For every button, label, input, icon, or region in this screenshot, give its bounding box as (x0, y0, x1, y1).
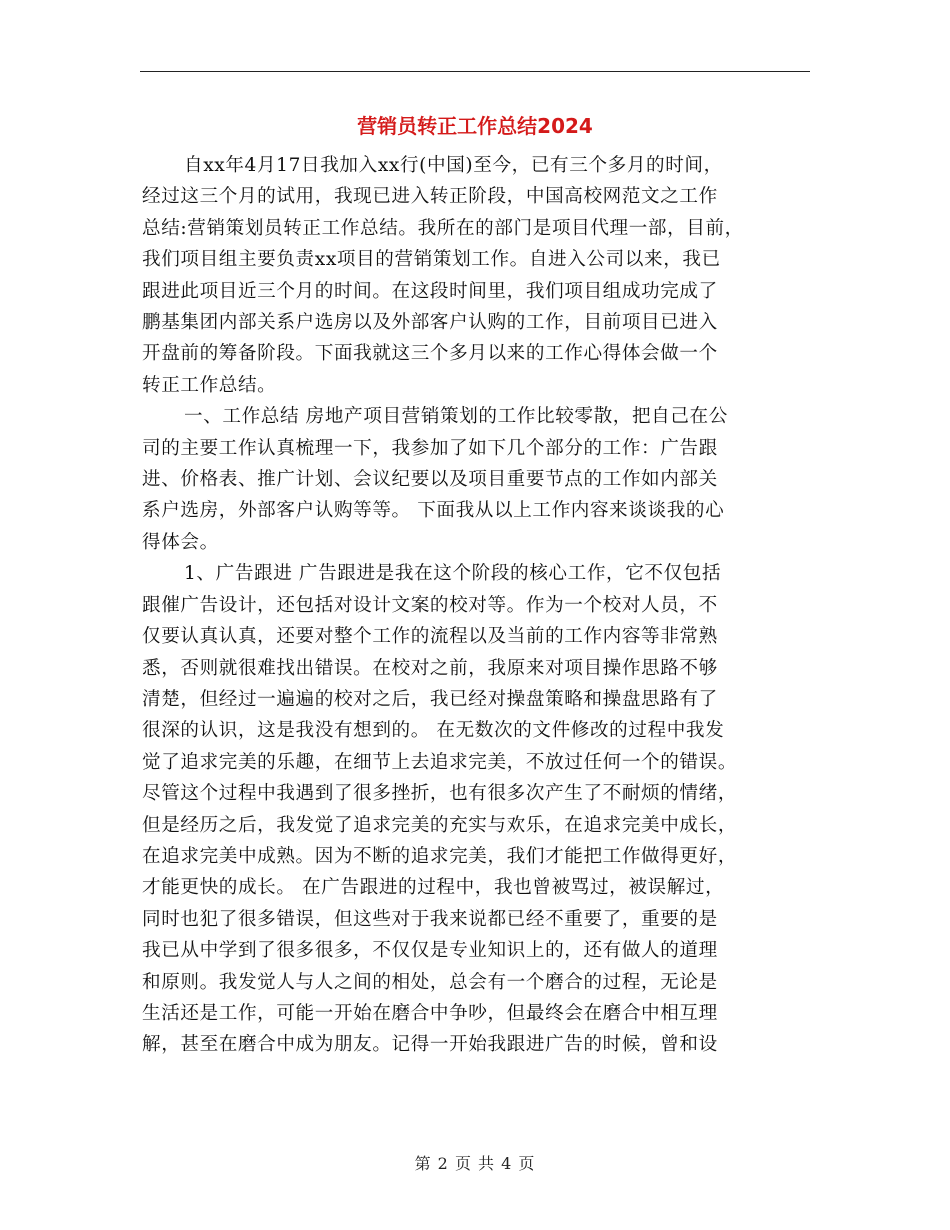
text-line: 得体会。 (142, 531, 219, 553)
paragraph-work-summary (142, 401, 810, 558)
text-line: 总结:营销策划员转正工作总结。我所在的部门是项目代理一部，目前， (142, 217, 744, 239)
text-line: 生活还是工作，可能一开始在磨合中争吵，但最终会在磨合中相互理 (142, 1002, 718, 1024)
document-title: 营销员转正工作总结2024 (357, 114, 593, 138)
text-line: 一、工作总结 房地产项目营销策划的工作比较零散，把自己在公 (184, 406, 728, 428)
text-line: 鹏基集团内部关系户选房以及外部客户认购的工作，目前项目已进入 (142, 312, 718, 334)
text-line: 解，甚至在磨合中成为朋友。记得一开始我跟进广告的时候，曾和设 (142, 1034, 718, 1056)
text-line: 在追求完美中成熟。因为不断的追求完美，我们才能把工作做得更好， (142, 845, 738, 867)
text-line: 悉，否则就很难找出错误。在校对之前，我原来对项目操作思路不够 (142, 657, 718, 679)
page-number-footer: 第 2 页 共 4 页 (414, 1154, 536, 1173)
text-line: 觉了追求完美的乐趣，在细节上去追求完美，不放过任何一个的错误。 (142, 751, 738, 773)
text-line: 开盘前的筹备阶段。下面我就这三个多月以来的工作心得体会做一个 (142, 343, 718, 365)
text-line: 和原则。我发觉人与人之间的相处，总会有一个磨合的过程，无论是 (142, 971, 718, 993)
text-line: 才能更快的成长。 在广告跟进的过程中，我也曾被骂过，被误解过， (142, 877, 725, 899)
text-line: 我已从中学到了很多很多，不仅仅是专业知识上的，还有做人的道理 (142, 940, 718, 962)
text-line: 跟进此项目近三个月的时间。在这段时间里，我们项目组成功完成了 (142, 280, 718, 302)
text-line: 我们项目组主要负责xx项目的营销策划工作。自进入公司以来，我已 (142, 249, 721, 271)
document-body (142, 150, 810, 1061)
header-rule (140, 71, 810, 72)
text-line: 跟催广告设计，还包括对设计文案的校对等。作为一个校对人员，不 (142, 594, 718, 616)
paragraph-intro (142, 150, 810, 401)
text-line: 经过这三个月的试用，我现已进入转正阶段，中国高校网范文之工作 (142, 186, 718, 208)
text-line: 仅要认真认真，还要对整个工作的流程以及当前的工作内容等非常熟 (142, 626, 718, 648)
text-line: 自xx年4月17日我加入xx行(中国)至今，已有三个多月的时间， (184, 155, 723, 176)
text-line: 司的主要工作认真梳理一下，我参加了如下几个部分的工作：广告跟 (142, 437, 718, 459)
text-line: 系户选房，外部客户认购等等。 下面我从以上工作内容来谈谈我的心 (142, 500, 725, 522)
text-line: 尽管这个过程中我遇到了很多挫折，也有很多次产生了不耐烦的情绪， (142, 783, 738, 805)
paragraph-ad-followup (142, 558, 810, 1061)
text-line: 清楚，但经过一遍遍的校对之后，我已经对操盘策略和操盘思路有了 (142, 688, 718, 710)
text-line: 但是经历之后，我发觉了追求完美的充实与欢乐，在追求完美中成长， (142, 814, 738, 836)
text-line: 转正工作总结。 (142, 374, 277, 396)
text-line: 很深的认识，这是我没有想到的。 在无数次的文件修改的过程中我发 (142, 720, 725, 742)
text-line: 同时也犯了很多错误，但这些对于我来说都已经不重要了，重要的是 (142, 908, 718, 930)
text-line: 1、广告跟进 广告跟进是我在这个阶段的核心工作，它不仅包括 (184, 563, 722, 585)
text-line: 进、价格表、推广计划、会议纪要以及项目重要节点的工作如内部关 (142, 469, 718, 491)
